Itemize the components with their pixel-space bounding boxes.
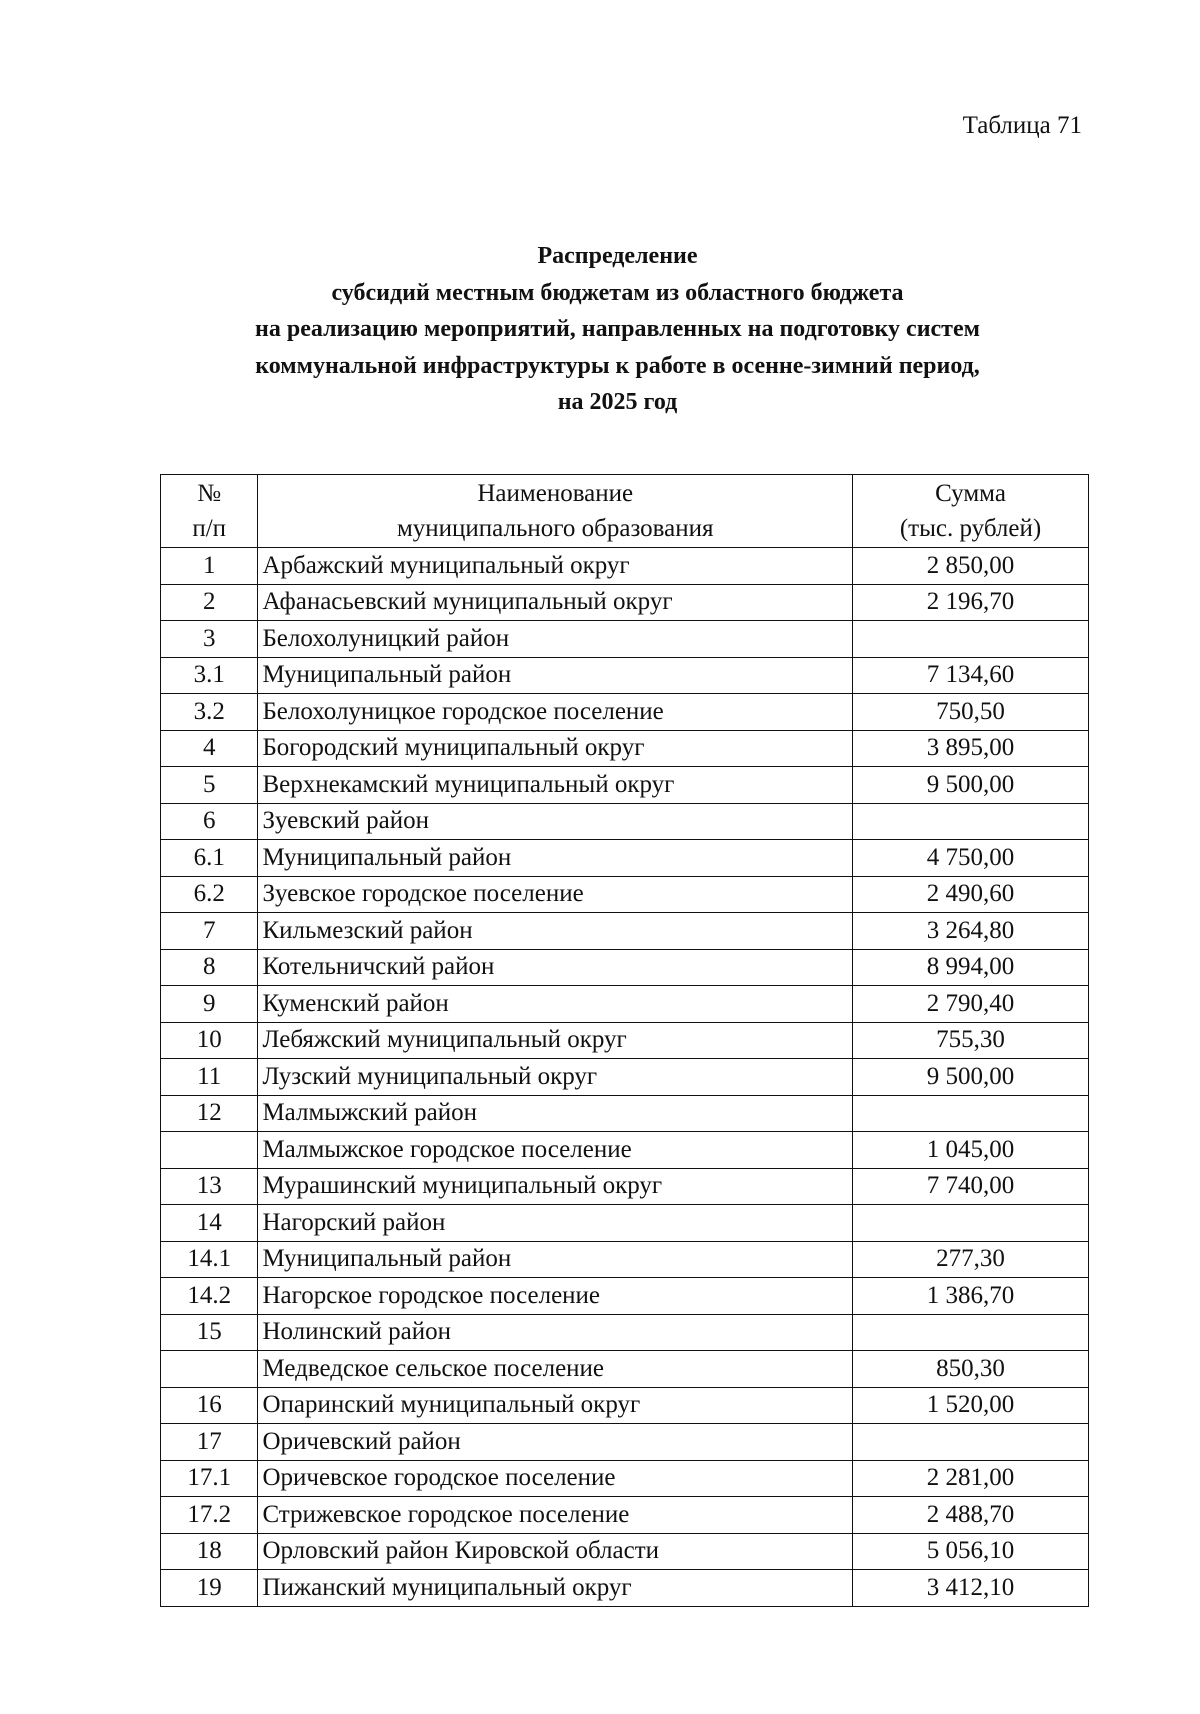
row-sum-cell: 1 045,00 (853, 1132, 1089, 1169)
row-number-cell: 13 (161, 1168, 258, 1205)
distribution-table (160, 474, 1089, 1607)
column-header-name-line-2: муниципального образования (396, 515, 714, 542)
table-row (161, 767, 1089, 804)
row-number-cell: 17 (161, 1424, 258, 1461)
row-sum-cell: 2 490,60 (853, 876, 1089, 913)
table-row (161, 1314, 1089, 1351)
row-number-cell (161, 1351, 258, 1388)
row-name-cell: Стрижевское городское поселение (258, 1497, 853, 1534)
row-sum-cell: 755,30 (853, 1022, 1089, 1059)
row-sum-cell (853, 1424, 1089, 1461)
row-name-cell: Верхнекамский муниципальный округ (258, 767, 853, 804)
row-name-cell: Куменский район (258, 986, 853, 1023)
heading-line-2: субсидий местным бюджетам из областного бюджета (331, 279, 904, 306)
table-row (161, 840, 1089, 877)
row-name-cell: Муниципальный район (258, 840, 853, 877)
row-number-cell: 17.1 (161, 1460, 258, 1497)
column-header-number (161, 475, 258, 548)
table-row (161, 876, 1089, 913)
table-row (161, 803, 1089, 840)
row-number-cell: 14 (161, 1205, 258, 1242)
table-row (161, 1533, 1089, 1570)
row-number-cell: 3.1 (161, 657, 258, 694)
row-number-cell: 17.2 (161, 1497, 258, 1534)
table-row (161, 548, 1089, 585)
row-name-cell: Оричевский район (258, 1424, 853, 1461)
table-row (161, 657, 1089, 694)
row-number-cell: 14.1 (161, 1241, 258, 1278)
column-header-name-line-1: Наименование (477, 480, 634, 507)
row-sum-cell: 277,30 (853, 1241, 1089, 1278)
row-number-cell: 9 (161, 986, 258, 1023)
table-row (161, 1022, 1089, 1059)
row-name-cell: Лузский муниципальный округ (258, 1059, 853, 1096)
column-header-sum-line-1: Сумма (935, 480, 1006, 507)
row-number-cell: 2 (161, 584, 258, 621)
row-sum-cell (853, 621, 1089, 658)
column-header-sum (853, 475, 1089, 548)
row-name-cell: Нагорское городское поселение (258, 1278, 853, 1315)
row-number-cell: 19 (161, 1570, 258, 1607)
row-sum-cell: 850,30 (853, 1351, 1089, 1388)
table-row (161, 986, 1089, 1023)
row-name-cell: Нолинский район (258, 1314, 853, 1351)
row-sum-cell (853, 803, 1089, 840)
table-row (161, 1278, 1089, 1315)
row-sum-cell: 3 412,10 (853, 1570, 1089, 1607)
row-name-cell: Нагорский район (258, 1205, 853, 1242)
row-sum-cell: 8 994,00 (853, 949, 1089, 986)
row-sum-cell: 7 134,60 (853, 657, 1089, 694)
column-header-number-line-1: № (197, 480, 222, 507)
row-sum-cell: 2 488,70 (853, 1497, 1089, 1534)
row-number-cell: 12 (161, 1095, 258, 1132)
column-header-sum-line-2: (тыс. рублей) (899, 515, 1042, 542)
row-sum-cell: 4 750,00 (853, 840, 1089, 877)
column-header-number-line-2: п/п (192, 515, 227, 542)
table-row (161, 1351, 1089, 1388)
row-number-cell: 5 (161, 767, 258, 804)
table-header-row (161, 475, 1089, 548)
row-sum-cell: 3 895,00 (853, 730, 1089, 767)
row-sum-cell (853, 1205, 1089, 1242)
row-name-cell: Зуевское городское поселение (258, 876, 853, 913)
row-name-cell: Арбажский муниципальный округ (258, 548, 853, 585)
table-body (161, 548, 1089, 1607)
row-name-cell: Оричевское городское поселение (258, 1460, 853, 1497)
row-name-cell: Малмыжское городское поселение (258, 1132, 853, 1169)
document-heading (150, 238, 1085, 421)
column-header-name (258, 475, 853, 548)
table-number: Таблица 71 (962, 112, 1082, 139)
row-name-cell: Малмыжский район (258, 1095, 853, 1132)
table-row (161, 1168, 1089, 1205)
table-row (161, 730, 1089, 767)
row-name-cell: Белохолуницкое городское поселение (258, 694, 853, 731)
table-row (161, 949, 1089, 986)
row-name-cell: Лебяжский муниципальный округ (258, 1022, 853, 1059)
table-row (161, 694, 1089, 731)
row-sum-cell: 2 850,00 (853, 548, 1089, 585)
row-sum-cell: 1 386,70 (853, 1278, 1089, 1315)
row-name-cell: Муниципальный район (258, 1241, 853, 1278)
row-number-cell: 3 (161, 621, 258, 658)
heading-line-5: на 2025 год (557, 389, 678, 415)
heading-line-1: Распределение (537, 243, 698, 269)
row-number-cell: 18 (161, 1533, 258, 1570)
table-row (161, 1132, 1089, 1169)
row-name-cell: Мурашинский муниципальный округ (258, 1168, 853, 1205)
table-row (161, 584, 1089, 621)
table-row (161, 1241, 1089, 1278)
row-sum-cell: 750,50 (853, 694, 1089, 731)
row-name-cell: Орловский район Кировской области (258, 1533, 853, 1570)
row-number-cell: 3.2 (161, 694, 258, 731)
row-name-cell: Пижанский муниципальный округ (258, 1570, 853, 1607)
table-row (161, 1205, 1089, 1242)
row-number-cell: 6.2 (161, 876, 258, 913)
row-sum-cell: 3 264,80 (853, 913, 1089, 950)
row-name-cell: Афанасьевский муниципальный округ (258, 584, 853, 621)
row-sum-cell (853, 1314, 1089, 1351)
table-row (161, 1387, 1089, 1424)
row-name-cell: Кильмезский район (258, 913, 853, 950)
row-sum-cell: 1 520,00 (853, 1387, 1089, 1424)
row-sum-cell: 2 790,40 (853, 986, 1089, 1023)
row-number-cell (161, 1132, 258, 1169)
row-sum-cell: 7 740,00 (853, 1168, 1089, 1205)
row-number-cell: 11 (161, 1059, 258, 1096)
row-name-cell: Богородский муниципальный округ (258, 730, 853, 767)
table-row (161, 1059, 1089, 1096)
heading-line-4: коммунальной инфраструктуры к работе в осенне-зимний период, (255, 352, 980, 379)
table-row (161, 1497, 1089, 1534)
row-sum-cell (853, 1095, 1089, 1132)
heading-line-3: на реализацию мероприятий, направленных на подготовку систем (255, 316, 980, 342)
table-row (161, 1095, 1089, 1132)
row-name-cell: Медведское сельское поселение (258, 1351, 853, 1388)
row-sum-cell: 5 056,10 (853, 1533, 1089, 1570)
row-name-cell: Муниципальный район (258, 657, 853, 694)
row-number-cell: 4 (161, 730, 258, 767)
row-name-cell: Белохолуницкий район (258, 621, 853, 658)
row-number-cell: 10 (161, 1022, 258, 1059)
row-number-cell: 6 (161, 803, 258, 840)
table-row (161, 1460, 1089, 1497)
row-number-cell: 1 (161, 548, 258, 585)
row-number-cell: 8 (161, 949, 258, 986)
table-row (161, 1424, 1089, 1461)
row-sum-cell: 9 500,00 (853, 1059, 1089, 1096)
table-row (161, 621, 1089, 658)
row-number-cell: 7 (161, 913, 258, 950)
row-number-cell: 16 (161, 1387, 258, 1424)
row-name-cell: Котельничский район (258, 949, 853, 986)
row-name-cell: Опаринский муниципальный округ (258, 1387, 853, 1424)
row-sum-cell: 2 281,00 (853, 1460, 1089, 1497)
row-sum-cell: 9 500,00 (853, 767, 1089, 804)
row-number-cell: 15 (161, 1314, 258, 1351)
row-name-cell: Зуевский район (258, 803, 853, 840)
table-row (161, 1570, 1089, 1607)
table-row (161, 913, 1089, 950)
row-number-cell: 6.1 (161, 840, 258, 877)
row-sum-cell: 2 196,70 (853, 584, 1089, 621)
row-number-cell: 14.2 (161, 1278, 258, 1315)
